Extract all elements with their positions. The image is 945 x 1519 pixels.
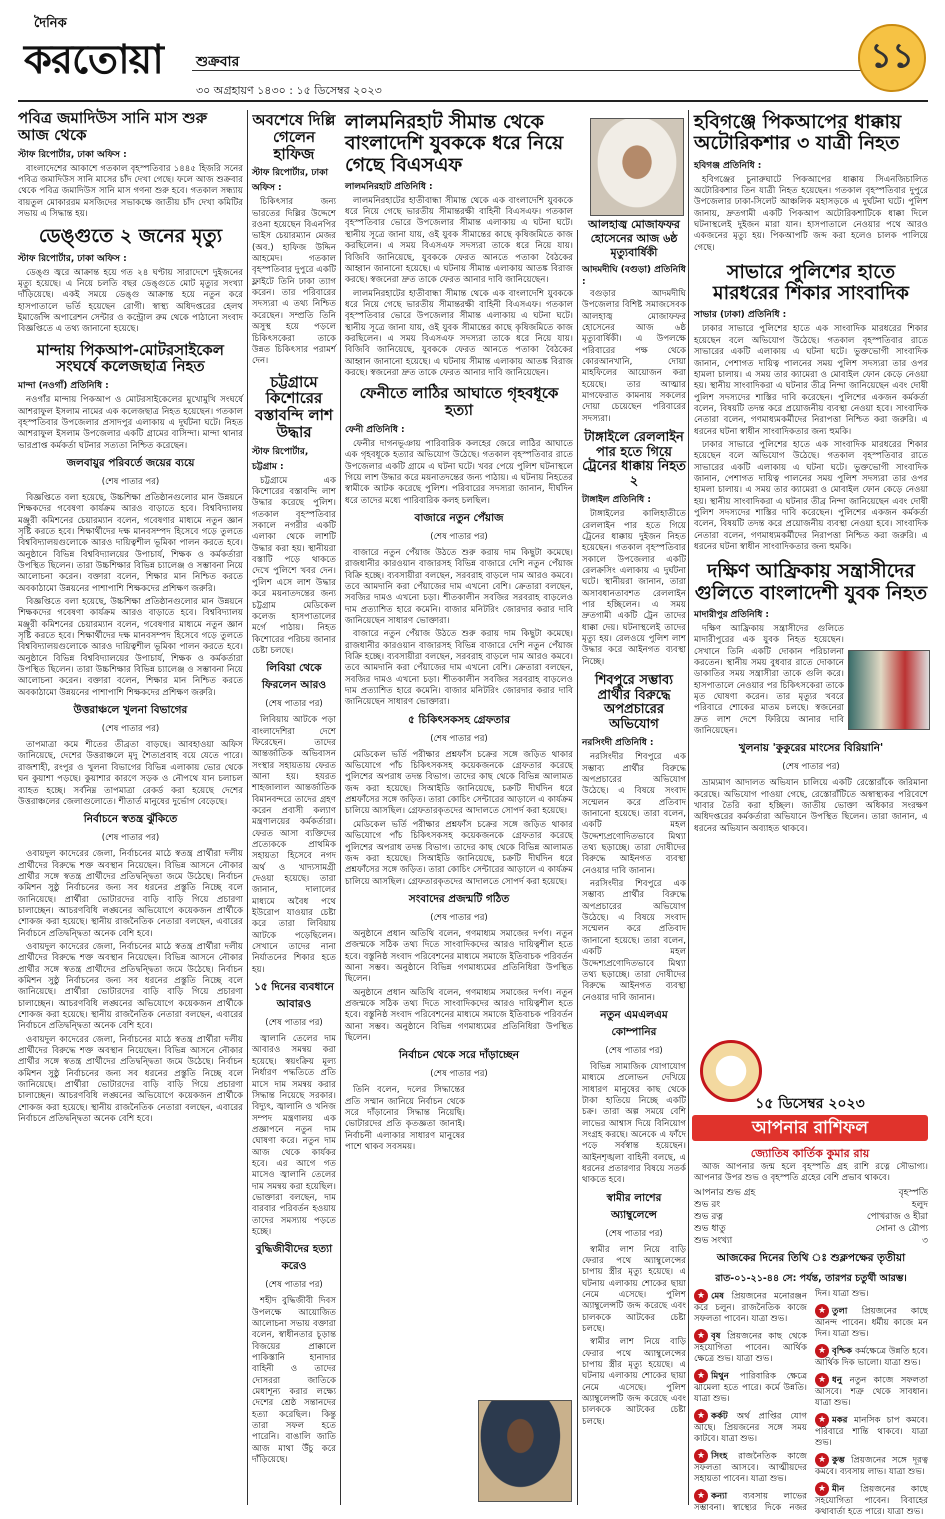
article-body: ডেঙ্গু জ্বরে আক্রান্ত হয়ে গত ২৪ ঘণ্টায় সারাদেশে দুইজনের মৃত্যু হয়েছে। এ নিয়ে চলতি বছর ডেঙ্গুতে মোট মৃত্যুর সংখ্যা দাঁড়িয়েছে। একই সময়ে ডেঙ্গু আক্রান্ত হয়ে নতুন করে হাসপাতালে ভর্তি হয়েছেন রোগী। স্বাস্থ্য অধিদপ্তরের হেলথ ইমার্জেন্সি অপারেশন সেন্টার ও কন্ট্রোল রুম থেকে পাঠানো সংবাদ বিজ্ঞপ্তিতে এ তথ্য জানানো হয়েছে। — [18, 267, 243, 335]
byline: সাভার (ঢাকা) প্রতিনিধি : — [694, 310, 787, 321]
zodiac-sign-item — [815, 1373, 928, 1409]
article-body: বাজারে নতুন পেঁয়াজ উঠতে শুরু করায় দাম কিছুটা কমেছে। রাজধানীর কারওয়ান বাজারসহ বিভিন্ন বাজারে দেশি নতুন পেঁয়াজ বিক্রি হচ্ছে। ব্যবসায়ীরা বলছেন, সরবরাহ বাড়লে দাম আরও কমবে। তবে আমদানি করা পেঁয়াজের দাম এখনো বেশি। ক্রেতারা বলছেন, সবজির দামও এখনো চড়া। শীতকালীন সবজির সরবরাহ বাড়লেও দাম প্রত্যাশিত হারে কমেনি। বাজার মনিটরিং জোরদার করার দাবি জানিয়েছেন সাধারণ ভোক্তারা। বাজারে নতুন পেঁয়াজ উঠতে শুরু করায় দাম কিছুটা কমেছে। রাজধানীর কারওয়ান বাজারসহ বিভিন্ন বাজারে দেশি নতুন পেঁয়াজ বিক্রি হচ্ছে। ব্যবসায়ীরা বলছেন, সরবরাহ বাড়লে দাম আরও কমবে। তবে আমদানি করা পেঁয়াজের দাম এখনো বেশি। ক্রেতারা বলছেন, সবজির দামও এখনো চড়া। শীতকালীন সবজির সরবরাহ বাড়লেও দাম প্রত্যাশিত হারে কমেনি। বাজার মনিটরিং জোরদার করার দাবি জানিয়েছেন সাধারণ ভোক্তারা। — [345, 547, 573, 708]
byline: নরসিংদী প্রতিনিধি : — [582, 738, 654, 749]
zodiac-sign-item — [694, 1449, 807, 1485]
zodiac-symbol-icon: ★ — [815, 1453, 829, 1467]
rashifal-date: ১৫ ডিসেম্বর ২০২৩ — [755, 1096, 865, 1112]
zodiac-sign-text: প্রিয়জনের কাছ থেকে সহযোগিতা পাবেন। আর্থিক ক্ষেত্রে শুভ। যাত্রা শুভ। — [694, 1331, 807, 1365]
lucky-value: হলুদ — [911, 1199, 928, 1210]
lucky-value: বৃহস্পতি — [898, 1187, 928, 1198]
headline-manda-accident: মান্দায় পিকআপ-মোটরসাইকেল সংঘর্ষে কলেজছাত্র নিহত — [37, 340, 224, 376]
article-body: বিভিন্ন সামাজিক যোগাযোগ মাধ্যমে প্রলোভন দেখিয়ে সাধারণ মানুষের কাছ থেকে টাকা হাতিয়ে নিচ্ছে একটি চক্র। তারা অল্প সময়ে বেশি লাভের আশ্বাস দিয়ে বিনিয়োগ সংগ্রহ করছে। অনেকে এ ফাঁদে পড়ে সর্বস্বান্ত হয়েছেন। আইনশৃঙ্খলা বাহিনী বলছে, এ ধরনের প্রতারণার বিষয়ে সতর্ক থাকতে হবে। — [582, 1061, 686, 1186]
zodiac-sign-text: ব্যবসায় লাভের সম্ভাবনা। স্বাস্থ্যের দিকে নজর দিন। যাত্রা শুভ। — [694, 1289, 869, 1514]
byline: লালমনিরহাট প্রতিনিধি : — [345, 181, 433, 192]
headline-feni-murder: ফেনীতে লাঠির আঘাতে গৃহবধূকে হত্যা — [359, 384, 559, 420]
continued-note: (শেষ পাতার পর) — [430, 733, 488, 744]
zodiac-symbol-icon: ★ — [694, 1449, 708, 1463]
column-rule — [247, 110, 248, 1505]
article-body: নরসিংদীর শিবপুরে এক সম্ভাব্য প্রার্থীর বিরুদ্ধে অপপ্রচারের অভিযোগ উঠেছে। এ বিষয়ে সংবাদ সম্মেলন করে প্রতিবাদ জানানো হয়েছে। তারা বলেন, একটি মহল উদ্দেশ্যপ্রণোদিতভাবে মিথ্যা তথ্য ছড়াচ্ছে। তারা দোষীদের বিরুদ্ধে আইনগত ব্যবস্থা নেওয়ার দাবি জানান। নরসিংদীর শিবপুরে এক সম্ভাব্য প্রার্থীর বিরুদ্ধে অপপ্রচারের অভিযোগ উঠেছে। এ বিষয়ে সংবাদ সম্মেলন করে প্রতিবাদ জানানো হয়েছে। তারা বলেন, একটি মহল উদ্দেশ্যপ্রণোদিতভাবে মিথ্যা তথ্য ছড়াচ্ছে। তারা দোষীদের বিরুদ্ধে আইনগত ব্যবস্থা নেওয়ার দাবি জানান। — [582, 752, 686, 1003]
zodiac-sign-text: নতুন কাজে সফলতা আসবে। শত্রু থেকে সাবধান। যাত্রা শুভ। — [815, 1375, 928, 1409]
lucky-row — [694, 1199, 928, 1211]
continued-heading: নতুন এমএলএম কোম্পানির — [600, 1008, 668, 1038]
page-number-badge: ১১ — [858, 24, 926, 92]
zodiac-symbol-icon: ★ — [694, 1289, 708, 1303]
article-body: টাঙ্গাইলের কালিহাতীতে রেললাইন পার হতে গিয়ে ট্রেনের ধাক্কায় দুইজন নিহত হয়েছেন। গতকাল বৃহস্পতিবার সকালে উপজেলার একটি রেলক্রসিং এলাকায় এ দুর্ঘটনা ঘটে। স্থানীয়রা জানান, তারা অসাবধানতাবশত রেললাইন পার হচ্ছিলেন। এ সময় দ্রুতগামী একটি ট্রেন তাদের ধাক্কা দেয়। ঘটনাস্থলেই তাদের মৃত্যু হয়। রেলওয়ে পুলিশ লাশ উদ্ধার করে আইনগত ব্যবস্থা নিচ্ছে। — [582, 509, 686, 667]
rashifal-author: জ্যোতিষ কার্তিক কুমার রায় — [750, 1147, 870, 1160]
zodiac-sign-text: প্রিয়জনের কাছে আনন্দ পাবেন। ধর্মীয় কাজে মন দিন। যাত্রা শুভ। — [815, 1306, 928, 1340]
article-body: বাংলাদেশের আকাশে গতকাল বৃহস্পতিবার ১৪৪৫ হিজরি সনের পবিত্র জমাদিউস সানি মাসের চাঁদ দেখা গেছে। ফলে আজ শুক্রবার থেকে পবিত্র জমাদিউস সানি মাস গণনা শুরু হবে। গতকাল সন্ধ্যায় বায়তুল মোকাররম মসজিদের সভাকক্ষে জাতীয় চাঁদ দেখা কমিটির সভায় এ সিদ্ধান্ত হয়। — [18, 163, 243, 219]
continued-note: (শেষ পাতার পর) — [430, 531, 488, 542]
column-rule — [340, 250, 341, 1505]
article-body: অনুষ্ঠানে প্রধান অতিথি বলেন, গণমাধ্যম সমাজের দর্পণ। নতুন প্রজন্মকে সঠিক তথ্য দিতে সাংবাদিকদের আরও দায়িত্বশীল হতে হবে। বস্তুনিষ্ঠ সংবাদ পরিবেশনের মাধ্যমে সমাজে ইতিবাচক পরিবর্তন আনা সম্ভব। অনুষ্ঠানে বিভিন্ন গণমাধ্যমের প্রতিনিধিরা উপস্থিত ছিলেন। অনুষ্ঠানে প্রধান অতিথি বলেন, গণমাধ্যম সমাজের দর্পণ। নতুন প্রজন্মকে সঠিক তথ্য দিতে সাংবাদিকদের আরও দায়িত্বশীল হতে হবে। বস্তুনিষ্ঠ সংবাদ পরিবেশনের মাধ্যমে সমাজে ইতিবাচক পরিবর্তন আনা সম্ভব। অনুষ্ঠানে বিভিন্ন গণমাধ্যমের প্রতিনিধিরা উপস্থিত ছিলেন। — [345, 928, 573, 1043]
lucky-value: ৩ — [922, 1236, 928, 1247]
zodiac-symbol-icon: ★ — [815, 1482, 829, 1496]
zodiac-sign-name: মীন — [832, 1484, 861, 1495]
zodiac-symbol-icon: ★ — [694, 1369, 708, 1383]
column-rule — [577, 230, 578, 1505]
lucky-key: শুভ রত্ন — [694, 1211, 723, 1222]
continued-heading: বাজারে নতুন পেঁয়াজ — [414, 511, 504, 524]
rashifal-intro: আজ আপনার জন্ম হলে বৃহস্পতি গ্রহ রাশি রত্নে সৌভাগ্য। আপনার উপর শুভ ও বৃহস্পতি গ্রহের বেশি প্রভাব থাকবে। — [694, 1162, 928, 1184]
lucky-table — [694, 1187, 928, 1248]
newspaper-logo: করতোয়া — [24, 36, 163, 83]
article-body: বিজ্ঞপ্তিতে বলা হয়েছে, উচ্চশিক্ষা প্রতিষ্ঠানগুলোর মান উন্নয়নে শিক্ষকদের গবেষণা কার্যক্রম আরও বাড়াতে হবে। বিশ্ববিদ্যালয় মঞ্জুরী কমিশনের চেয়ারম্যান বলেন, গবেষণার মাধ্যমে নতুন জ্ঞান সৃষ্টি করতে হবে। শিক্ষার্থীদের দক্ষ মানবসম্পদ হিসেবে গড়ে তুলতে বিশ্ববিদ্যালয়গুলোকে আরও দায়িত্বশীল ভূমিকা পালন করতে হবে। অনুষ্ঠানে বিভিন্ন বিশ্ববিদ্যালয়ের উপাচার্য, শিক্ষক ও কর্মকর্তারা উপস্থিত ছিলেন। তারা উচ্চশিক্ষার বিভিন্ন চ্যালেঞ্জ ও সম্ভাবনা নিয়ে আলোচনা করেন। বক্তারা বলেন, শিক্ষার মান নিশ্চিত করতে অবকাঠামো উন্নয়নের পাশাপাশি শিক্ষকদের প্রশিক্ষণ জরুরি। বিজ্ঞপ্তিতে বলা হয়েছে, উচ্চশিক্ষা প্রতিষ্ঠানগুলোর মান উন্নয়নে শিক্ষকদের গবেষণা কার্যক্রম আরও বাড়াতে হবে। বিশ্ববিদ্যালয় মঞ্জুরী কমিশনের চেয়ারম্যান বলেন, গবেষণার মাধ্যমে নতুন জ্ঞান সৃষ্টি করতে হবে। শিক্ষার্থীদের দক্ষ মানবসম্পদ হিসেবে গড়ে তুলতে বিশ্ববিদ্যালয়গুলোকে আরও দায়িত্বশীল ভূমিকা পালন করতে হবে। অনুষ্ঠানে বিভিন্ন বিশ্ববিদ্যালয়ের উপাচার্য, শিক্ষক ও কর্মকর্তারা উপস্থিত ছিলেন। তারা উচ্চশিক্ষার বিভিন্ন চ্যালেঞ্জ ও সম্ভাবনা নিয়ে আলোচনা করেন। বক্তারা বলেন, শিক্ষার মান নিশ্চিত করতে অবকাঠামো উন্নয়নের পাশাপাশি শিক্ষকদের প্রশিক্ষণ জরুরি। — [18, 492, 243, 698]
zodiac-symbol-icon: ★ — [815, 1344, 829, 1358]
zodiac-sign-list — [694, 1289, 928, 1518]
column-1 — [18, 110, 243, 1510]
victim-photo — [848, 650, 930, 730]
headline-chattogram-body: চট্টগ্রামে কিশোরের বস্তাবন্দি লাশ উদ্ধার — [255, 372, 333, 441]
byline: ফেনী প্রতিনিধি : — [345, 424, 405, 435]
continued-note: (শেষ পাতার পর) — [605, 1228, 663, 1239]
lucky-row — [694, 1211, 928, 1223]
byline: হবিগঞ্জ প্রতিনিধি : — [694, 160, 762, 171]
zodiac-sign-text: প্রিয়জনের কাছে সহযোগিতা পাবেন। বিবাহের কথাবার্তা হতে পারে। যাত্রা শুভ। — [815, 1484, 928, 1518]
continued-note: (শেষ পাতার পর) — [265, 1280, 323, 1291]
zodiac-symbol-icon: ★ — [694, 1329, 708, 1343]
zodiac-sign-name: কুম্ভ — [832, 1455, 851, 1466]
continued-note: (শেষ পাতার পর) — [101, 833, 160, 844]
column-2 — [252, 112, 336, 1507]
byline: স্টাফ রিপোর্টার, ঢাকা অফিস : — [18, 253, 127, 264]
continued-note: (শেষ পাতার পর) — [430, 912, 488, 923]
zodiac-sign-text: অর্থ প্রাপ্তির যোগ আছে। প্রিয়জনের সঙ্গে সময় কাটবে। যাত্রা শুভ। — [694, 1411, 807, 1445]
zodiac-symbol-icon: ★ — [694, 1409, 708, 1423]
lucky-key: শুভ রং — [694, 1199, 721, 1210]
article-body: ভ্রাম্যমাণ আদালত অভিযান চালিয়ে একটি রেস্তোরাঁকে জরিমানা করেছে। অভিযোগ পাওয়া গেছে, রেস্তোরাঁটিতে অস্বাস্থ্যকর পরিবেশে খাবার তৈরি করা হচ্ছিল। জাতীয় ভোক্তা অধিকার সংরক্ষণ অধিদপ্তরের কর্মকর্তারা অভিযানে উপস্থিত ছিলেন। তারা জানান, এ ধরনের অভিযান অব্যাহত থাকবে। — [694, 778, 928, 834]
zodiac-sign-item — [694, 1409, 807, 1445]
zodiac-sign-name: কর্কট — [711, 1411, 737, 1422]
zodiac-sign-name: মেষ — [711, 1291, 732, 1302]
zodiac-symbol-icon: ★ — [815, 1304, 829, 1318]
zodiac-sign-name: তুলা — [832, 1306, 862, 1317]
zodiac-sign-name: বৃশ্চিক — [832, 1346, 856, 1357]
article-body: লালমনিরহাটের হাতীবান্ধা সীমান্ত থেকে এক বাংলাদেশি যুবককে ধরে নিয়ে গেছে ভারতীয় সীমান্তরক্ষী বাহিনী বিএসএফ। গতকাল বৃহস্পতিবার ভোরে উপজেলার সীমান্ত এলাকায় এ ঘটনা ঘটে। স্থানীয় সূত্রে জানা যায়, ওই যুবক সীমান্তের কাছে কৃষিজমিতে কাজ করছিলেন। এ সময় বিএসএফ সদস্যরা তাকে ধরে নিয়ে যায়। বিজিবি জানিয়েছে, যুবককে ফেরত আনতে পতাকা বৈঠকের আহ্বান জানানো হয়েছে। এ ঘটনায় সীমান্ত এলাকায় আতঙ্ক বিরাজ করছে। স্বজনেরা দ্রুত তাকে ফেরত আনার দাবি জানিয়েছেন। লালমনিরহাটের হাতীবান্ধা সীমান্ত থেকে এক বাংলাদেশি যুবককে ধরে নিয়ে গেছে ভারতীয় সীমান্তরক্ষী বাহিনী বিএসএফ। গতকাল বৃহস্পতিবার ভোরে উপজেলার সীমান্ত এলাকায় এ ঘটনা ঘটে। স্থানীয় সূত্রে জানা যায়, ওই যুবক সীমান্তের কাছে কৃষিজমিতে কাজ করছিলেন। এ সময় বিএসএফ সদস্যরা তাকে ধরে নিয়ে যায়। বিজিবি জানিয়েছে, যুবককে ফেরত আনতে পতাকা বৈঠকের আহ্বান জানানো হয়েছে। এ ঘটনায় সীমান্ত এলাকায় আতঙ্ক বিরাজ করছে। স্বজনেরা দ্রুত তাকে ফেরত আনার দাবি জানিয়েছেন। — [345, 195, 573, 378]
zodiac-sign-item — [694, 1369, 807, 1405]
zodiac-sign-text: কর্মক্ষেত্রে উন্নতি হবে। আর্থিক দিক ভালো। যাত্রা শুভ। — [815, 1346, 928, 1369]
headline-hafiz-delhi: অবশেষে দিল্লি গেলেন হাফিজ — [252, 111, 336, 163]
tithi-time: রাত-০১-২১-৪৪ সে: পর্যন্ত, তারপর চতুর্থী আরম্ভ। — [715, 1273, 907, 1285]
continued-heading: বুদ্ধিজীবীদের হত্যা করেও — [255, 1243, 333, 1273]
continued-heading: ৫ চিকিৎসকসহ গ্রেফতার — [408, 713, 510, 726]
zodiac-sign-text: রাজনৈতিক কাজে সফলতা আসবে। আত্মীয়দের সহায়তা পাবেন। যাত্রা শুভ। — [694, 1451, 807, 1485]
article-body: দক্ষিণ আফ্রিকায় সন্ত্রাসীদের গুলিতে মাদারীপুরের এক যুবক নিহত হয়েছেন। সেখানে তিনি একটি দোকান পরিচালনা করতেন। স্থানীয় সময় বুধবার রাতে দোকানে ডাকাতির সময় সন্ত্রাসীরা তাকে গুলি করে। হাসপাতালে নেওয়ার পর চিকিৎসকেরা তাকে মৃত ঘোষণা করেন। তার মৃত্যুর খবরে পরিবারে শোকের মাতম চলছে। স্বজনেরা দ্রুত লাশ দেশে ফিরিয়ে আনার দাবি জানিয়েছেন। — [694, 623, 844, 736]
headline-bsf-lalmonirhat: লালমনিরহাট সীমান্ত থেকে বাংলাদেশি যুবককে ধরে নিয়ে গেছে বিএসএফ — [345, 111, 564, 176]
continued-heading: খুলনায় 'কুকুরের মাংসের বিরিয়ানি' — [738, 742, 884, 755]
byline: মাদারীপুর প্রতিনিধি : — [694, 609, 770, 620]
continued-note: (শেষ পাতার পর) — [265, 699, 323, 710]
article-body: জ্বালানি তেলের দাম আবারও সমন্বয় করা হয়েছে। স্বয়ংক্রিয় মূল্য নির্ধারণ পদ্ধতিতে প্রতি মাসে দাম সমন্বয় করার সিদ্ধান্ত নিয়েছে সরকার। বিদ্যুৎ, জ্বালানি ও খনিজ সম্পদ মন্ত্রণালয় এক প্রজ্ঞাপনে নতুন দাম ঘোষণা করে। নতুন দাম আজ থেকে কার্যকর হবে। এর আগে গত মাসেও জ্বালানি তেলের দাম সমন্বয় করা হয়েছিল। ভোক্তারা বলছেন, দাম বারবার পরিবর্তন হওয়ায় তাদের সমস্যায় পড়তে হচ্ছে। — [252, 1034, 336, 1237]
zodiac-sign-item — [815, 1304, 928, 1340]
continued-heading: নির্বাচন থেকে সরে দাঁড়াচ্ছেন — [398, 1049, 520, 1062]
zodiac-sign-name: ধনু — [832, 1375, 850, 1386]
lucky-key: শুভ সংখ্যা — [694, 1236, 733, 1247]
continued-heading: স্বামীর লাশের অ্যাম্বুলেন্সে — [606, 1191, 662, 1221]
masthead-rule — [192, 70, 862, 71]
continued-note: (শেষ পাতার পর) — [101, 476, 160, 487]
byline: টাঙ্গাইল প্রতিনিধি : — [582, 495, 651, 506]
article-body: লিবিয়ায় আটকে পড়া বাংলাদেশিরা দেশে ফিরেছেন। তাদের আন্তর্জাতিক অভিবাসন সংস্থার সহায়তায় ফেরত আনা হয়। হযরত শাহজালাল আন্তর্জাতিক বিমানবন্দরে তাদের গ্রহণ করেন প্রবাসী কল্যাণ মন্ত্রণালয়ের কর্মকর্তারা। ফেরত আসা ব্যক্তিদের প্রত্যেককে প্রাথমিক সহায়তা হিসেবে নগদ অর্থ ও খাদ্যসামগ্রী দেওয়া হয়েছে। তারা জানান, দালালের মাধ্যমে অবৈধ পথে ইউরোপ যাওয়ার চেষ্টা করে তারা লিবিয়ায় আটকে পড়েছিলেন। সেখানে তাদের নানা নির্যাতনের শিকার হতে হয়। — [252, 715, 336, 975]
lucky-value: পোখরাজ ও হীরা — [866, 1211, 928, 1222]
zodiac-sign-text: প্রিয়জনের মনোরঞ্জন করে চলুন। রাজনৈতিক কাজে সফলতা পাবেন। যাত্রা শুভ। — [694, 1291, 807, 1325]
byline: স্টাফ রিপোর্টার, ঢাকা অফিস : — [252, 168, 328, 194]
zodiac-sign-name: মকর — [832, 1415, 854, 1426]
article-body: ওবায়দুল কাদেরের জেলা, নির্বাচনের মাঠে স্বতন্ত্র প্রার্থীরা দলীয় প্রার্থীদের বিরুদ্ধে শক্ত অবস্থান নিয়েছেন। বিভিন্ন আসনে নৌকার প্রার্থীর সঙ্গে স্বতন্ত্র প্রার্থীদের প্রতিদ্বন্দ্বিতা জমে উঠেছে। নির্বাচন কমিশন সুষ্ঠু নির্বাচনের জন্য সব ধরনের প্রস্তুতি নিচ্ছে বলে জানিয়েছে। প্রার্থীরা ভোটারদের বাড়ি বাড়ি গিয়ে প্রচারণা চালাচ্ছেন। আচরণবিধি লঙ্ঘনের অভিযোগে কয়েকজন প্রার্থীকে শোকজ করা হয়েছে। স্থানীয় রাজনৈতিক নেতারা বলছেন, এবারের নির্বাচনে প্রতিদ্বন্দ্বিতা অনেক বেশি হবে। ওবায়দুল কাদেরের জেলা, নির্বাচনের মাঠে স্বতন্ত্র প্রার্থীরা দলীয় প্রার্থীদের বিরুদ্ধে শক্ত অবস্থান নিয়েছেন। বিভিন্ন আসনে নৌকার প্রার্থীর সঙ্গে স্বতন্ত্র প্রার্থীদের প্রতিদ্বন্দ্বিতা জমে উঠেছে। নির্বাচন কমিশন সুষ্ঠু নির্বাচনের জন্য সব ধরনের প্রস্তুতি নিচ্ছে বলে জানিয়েছে। প্রার্থীরা ভোটারদের বাড়ি বাড়ি গিয়ে প্রচারণা চালাচ্ছেন। আচরণবিধি লঙ্ঘনের অভিযোগে কয়েকজন প্রার্থীকে শোকজ করা হয়েছে। স্থানীয় রাজনৈতিক নেতারা বলছেন, এবারের নির্বাচনে প্রতিদ্বন্দ্বিতা অনেক বেশি হবে। ওবায়দুল কাদেরের জেলা, নির্বাচনের মাঠে স্বতন্ত্র প্রার্থীরা দলীয় প্রার্থীদের বিরুদ্ধে শক্ত অবস্থান নিয়েছেন। বিভিন্ন আসনে নৌকার প্রার্থীর সঙ্গে স্বতন্ত্র প্রার্থীদের প্রতিদ্বন্দ্বিতা জমে উঠেছে। নির্বাচন কমিশন সুষ্ঠু নির্বাচনের জন্য সব ধরনের প্রস্তুতি নিচ্ছে বলে জানিয়েছে। প্রার্থীরা ভোটারদের বাড়ি বাড়ি গিয়ে প্রচারণা চালাচ্ছেন। আচরণবিধি লঙ্ঘনের অভিযোগে কয়েকজন প্রার্থীকে শোকজ করা হয়েছে। স্থানীয় রাজনৈতিক নেতারা বলছেন, এবারের নির্বাচনে প্রতিদ্বন্দ্বিতা অনেক বেশি হবে। — [18, 849, 243, 1125]
zodiac-symbol-icon: ★ — [694, 1489, 708, 1503]
zodiac-sign-item — [815, 1413, 928, 1449]
byline: মান্দা (নওগাঁ) প্রতিনিধি : — [18, 381, 109, 392]
lucky-key: আপনার শুভ গ্রহ — [694, 1187, 756, 1198]
lucky-row — [694, 1223, 928, 1235]
zodiac-symbol-icon: ★ — [815, 1413, 829, 1427]
masthead-date: ৩০ অগ্রহায়ণ ১৪৩০ : ১৫ ডিসেম্বর ২০২৩ — [196, 84, 382, 97]
headline-tangail-train: টাঙ্গাইলে রেললাইন পার হতে গিয়ে ট্রেনের ধাক্কায় নিহত ২ — [582, 430, 686, 489]
zodiac-sign-name: সিংহ — [711, 1451, 739, 1462]
lucky-key: শুভ ধাতু — [694, 1224, 726, 1235]
continued-heading: উত্তরাঞ্চলে খুলনা বিভাগের — [73, 704, 188, 717]
article-body: চিকিৎসার জন্য ভারতের দিল্লির উদ্দেশে রওনা হয়েছেন বিএনপির ভাইস চেয়ারম্যান মেজর (অব.) হাফিজ উদ্দিন আহমেদ। গতকাল বৃহস্পতিবার দুপুরে একটি ফ্লাইটে তিনি ঢাকা ত্যাগ করেন। তার পরিবারের সদস্যরা এ তথ্য নিশ্চিত করেছেন। সম্প্রতি তিনি অসুস্থ হয়ে পড়লে চিকিৎসকেরা তাকে উন্নত চিকিৎসার পরামর্শ দেন। — [252, 197, 336, 367]
byline: স্টাফ রিপোর্টার, ঢাকা অফিস : — [18, 149, 127, 160]
continued-heading: জলবায়ুর পরিবর্তে জয়ের ব্যয়ে — [66, 456, 195, 469]
tithi-line: আজকের দিনের তিথি ঃ শুক্লপক্ষের তৃতীয়া — [716, 1252, 906, 1265]
article-body: চট্টগ্রামে এক কিশোরের বস্তাবন্দি লাশ উদ্ধার করেছে পুলিশ। গতকাল বৃহস্পতিবার সকালে নগরীর একটি এলাকা থেকে লাশটি উদ্ধার করা হয়। স্থানীয়রা বস্তাটি পড়ে থাকতে দেখে পুলিশে খবর দেন। পুলিশ এসে লাশ উদ্ধার করে ময়নাতদন্তের জন্য চট্টগ্রাম মেডিকেল কলেজ হাসপাতালের মর্গে পাঠায়। নিহত কিশোরের পরিচয় জানার চেষ্টা চলছে। — [252, 475, 336, 656]
article-body: শহীদ বুদ্ধিজীবী দিবস উপলক্ষে আয়োজিত আলোচনা সভায় বক্তারা বলেন, স্বাধীনতার চূড়ান্ত বিজয়ের প্রাক্কালে পাকিস্তানি হানাদার বাহিনী ও তাদের দোসররা জাতিকে মেধাশূন্য করার লক্ষ্যে দেশের শ্রেষ্ঠ সন্তানদের হত্যা করেছিল। কিন্তু তারা সফল হতে পারেনি। বাঙালি জাতি আজ মাথা উঁচু করে দাঁড়িয়েছে। — [252, 1296, 336, 1466]
candidate-photo — [478, 1400, 572, 1502]
column-3 — [345, 112, 573, 1507]
article-body: নওগাঁর মান্দায় পিকআপ ও মোটরসাইকেলের মুখোমুখি সংঘর্ষে আশরাফুল ইসলাম নামের এক কলেজছাত্র নিহত হয়েছেন। গতকাল বৃহস্পতিবার উপজেলার প্রসাদপুর এলাকায় এ দুর্ঘটনা ঘটে। নিহত আশরাফুল ইসলাম উপজেলার একটি গ্রামের বাসিন্দা। মান্দা থানার ভারপ্রাপ্ত কর্মকর্তা ঘটনার সত্যতা নিশ্চিত করেছেন। — [18, 395, 243, 451]
headline-jamadius-sani: পবিত্র জমাদিউস সানি মাস শুরু আজ থেকে — [18, 109, 208, 144]
continued-note: (শেষ পাতার পর) — [265, 1018, 323, 1029]
byline: আদমদীঘি (বগুড়া) প্রতিনিধি : — [582, 265, 686, 287]
article-body: বগুড়ার আদমদীঘি উপজেলার বিশিষ্ট সমাজসেবক আলহাজ্ব মোজাফফর হোসেনের আজ ৬ষ্ঠ মৃত্যুবার্ষিকী। এ উপলক্ষে পরিবারের পক্ষ থেকে কোরআনখানি, দোয়া মাহফিলের আয়োজন করা হয়েছে। তার আত্মার মাগফেরাত কামনায় সকলের দোয়া চেয়েছেন পরিবারের সদস্যরা। — [582, 289, 686, 424]
zodiac-symbol-icon: ★ — [815, 1373, 829, 1387]
article-body: ঢাকার সাভারে পুলিশের হাতে এক সাংবাদিক মারধরের শিকার হয়েছেন বলে অভিযোগ উঠেছে। গতকাল বৃহস্পতিবার রাতে সাভারের একটি এলাকায় এ ঘটনা ঘটে। ভুক্তভোগী সাংবাদিক জানান, পেশাগত দায়িত্ব পালনের সময় পুলিশ সদস্যরা তার ওপর হামলা চালায়। এ সময় তার ক্যামেরা ও মোবাইল ফোন কেড়ে নেওয়া হয়। স্থানীয় সাংবাদিকরা এ ঘটনার তীব্র নিন্দা জানিয়েছেন এবং দোষী পুলিশ সদস্যদের শাস্তির দাবি করেছেন। পুলিশের একজন কর্মকর্তা বলেন, বিষয়টি তদন্ত করে প্রয়োজনীয় ব্যবস্থা নেওয়া হবে। সাংবাদিক নেতারা বলেন, গণমাধ্যমকর্মীদের নিরাপত্তা নিশ্চিত করা জরুরি। এ ধরনের ঘটনা স্বাধীন সাংবাদিকতার জন্য হুমকি। ঢাকার সাভারে পুলিশের হাতে এক সাংবাদিক মারধরের শিকার হয়েছেন বলে অভিযোগ উঠেছে। গতকাল বৃহস্পতিবার রাতে সাভারের একটি এলাকায় এ ঘটনা ঘটে। ভুক্তভোগী সাংবাদিক জানান, পেশাগত দায়িত্ব পালনের সময় পুলিশ সদস্যরা তার ওপর হামলা চালায়। এ সময় তার ক্যামেরা ও মোবাইল ফোন কেড়ে নেওয়া হয়। স্থানীয় সাংবাদিকরা এ ঘটনার তীব্র নিন্দা জানিয়েছেন এবং দোষী পুলিশ সদস্যদের শাস্তির দাবি করেছেন। পুলিশের একজন কর্মকর্তা বলেন, বিষয়টি তদন্ত করে প্রয়োজনীয় ব্যবস্থা নেওয়া হবে। সাংবাদিক নেতারা বলেন, গণমাধ্যমকর্মীদের নিরাপত্তা নিশ্চিত করা জরুরি। এ ধরনের ঘটনা স্বাধীন সাংবাদিকতার জন্য হুমকি। — [694, 324, 928, 552]
zodiac-sign-name: বৃষ — [711, 1331, 728, 1342]
continued-heading: ১৫ দিনের ব্যবধানে আবারও — [254, 981, 334, 1011]
masthead — [18, 10, 928, 102]
zodiac-sign-name: কন্যা — [711, 1491, 743, 1502]
masthead-day: শুক্রবার — [196, 54, 240, 70]
article-body: ফেনীর দাগনভূঞায় পারিবারিক কলহের জেরে লাঠির আঘাতে এক গৃহবধূকে হত্যার অভিযোগ উঠেছে। গতকাল বৃহস্পতিবার রাতে উপজেলার একটি গ্রামে এ ঘটনা ঘটে। খবর পেয়ে পুলিশ ঘটনাস্থলে গিয়ে লাশ উদ্ধার করে ময়নাতদন্তের জন্য পাঠায়। এ ঘটনায় নিহতের স্বামীকে আটক করেছে পুলিশ। পরিবারের সদস্যরা জানান, দীর্ঘদিন ধরে তাদের মধ্যে পারিবারিক কলহ চলছিল। — [345, 438, 573, 506]
continued-note: (শেষ পাতার পর) — [782, 762, 840, 773]
zodiac-sign-item — [694, 1289, 807, 1325]
article-body: তাপমাত্রা কমে শীতের তীব্রতা বাড়ছে। আবহাওয়া অফিস জানিয়েছে, দেশের উত্তরাঞ্চলে মৃদু শৈত্যপ্রবাহ বয়ে যেতে পারে। রাজশাহী, রংপুর ও খুলনা বিভাগের বিভিন্ন এলাকায় ভোর থেকে ঘন কুয়াশা পড়ছে। কুয়াশার কারণে সড়ক ও নৌপথে যান চলাচল ব্যাহত হচ্ছে। সর্বনিম্ন তাপমাত্রা রেকর্ড করা হয়েছে দেশের উত্তরাঞ্চলের জেলাগুলোতে। শীতার্ত মানুষের দুর্ভোগ বেড়েছে। — [18, 740, 243, 807]
continued-heading: সংবাদের প্রজন্মটি গঠিত — [408, 892, 510, 905]
column-4 — [582, 262, 686, 1507]
headline-shibpur: শিবপুরে সম্ভাব্য প্রার্থীর বিরুদ্ধে অপপ্রচারের অভিযোগ — [594, 673, 673, 732]
headline-habiganj-accident: হবিগঞ্জে পিকআপের ধাক্কায় অটোরিকশার ৩ যাত্রী নিহত — [694, 111, 902, 155]
lucky-value: সোনা ও রৌপ্য — [875, 1224, 928, 1235]
zodiac-sign-text: প্রিয়জনের সঙ্গে দূরত্ব কমবে। ব্যবসায় লাভ। যাত্রা শুভ। — [815, 1455, 928, 1478]
article-body: হবিগঞ্জের চুনারুঘাটে পিকআপের ধাক্কায় সিএনজিচালিত অটোরিকশার তিন যাত্রী নিহত হয়েছেন। গতকাল বৃহস্পতিবার দুপুরে উপজেলার ঢাকা-সিলেট আঞ্চলিক মহাসড়কে এ দুর্ঘটনা ঘটে। পুলিশ জানায়, দ্রুতগামী একটি পিকআপ অটোরিকশাটিকে ধাক্কা দিলে ঘটনাস্থলেই দুইজন মারা যান। হাসপাতালে নেওয়ার পথে আরও একজনের মৃত্যু হয়। পিকআপটি জব্দ করা হলেও চালক পালিয়ে গেছে। — [694, 174, 928, 253]
article-body: স্বামীর লাশ নিয়ে বাড়ি ফেরার পথে অ্যাম্বুলেন্সের চাপায় স্ত্রীর মৃত্যু হয়েছে। এ ঘটনায় এলাকায় শোকের ছায়া নেমে এসেছে। পুলিশ অ্যাম্বুলেন্সটি জব্দ করেছে এবং চালককে আটকের চেষ্টা চলছে। স্বামীর লাশ নিয়ে বাড়ি ফেরার পথে অ্যাম্বুলেন্সের চাপায় স্ত্রীর মৃত্যু হয়েছে। এ ঘটনায় এলাকায় শোকের ছায়া নেমে এসেছে। পুলিশ অ্যাম্বুলেন্সটি জব্দ করেছে এবং চালককে আটকের চেষ্টা চলছে। — [582, 1244, 686, 1427]
rashifal-section — [694, 1162, 928, 1518]
byline: স্টাফ রিপোর্টার, চট্টগ্রাম : — [252, 446, 309, 472]
zodiac-sign-item — [815, 1482, 928, 1518]
zodiac-sign-name: মিথুন — [711, 1371, 740, 1382]
continued-note: (শেষ পাতার পর) — [605, 1045, 663, 1056]
column-rule — [688, 110, 689, 1505]
column-5 — [694, 112, 928, 1032]
zodiac-sign-item — [815, 1344, 928, 1369]
article-body: মেডিকেল ভর্তি পরীক্ষার প্রশ্নফাঁস চক্রের সঙ্গে জড়িত থাকার অভিযোগে পাঁচ চিকিৎসকসহ কয়েকজনকে গ্রেফতার করেছে পুলিশের অপরাধ তদন্ত বিভাগ। তাদের কাছ থেকে বিভিন্ন আলামত জব্দ করা হয়েছে। সিআইডি জানিয়েছে, চক্রটি দীর্ঘদিন ধরে প্রশ্নফাঁসের সঙ্গে জড়িত। তারা কোচিং সেন্টারের আড়ালে এ কার্যক্রম চালিয়ে আসছিল। গ্রেফতারকৃতদের আদালতে সোপর্দ করা হয়েছে। মেডিকেল ভর্তি পরীক্ষার প্রশ্নফাঁস চক্রের সঙ্গে জড়িত থাকার অভিযোগে পাঁচ চিকিৎসকসহ কয়েকজনকে গ্রেফতার করেছে পুলিশের অপরাধ তদন্ত বিভাগ। তাদের কাছ থেকে বিভিন্ন আলামত জব্দ করা হয়েছে। সিআইডি জানিয়েছে, চক্রটি দীর্ঘদিন ধরে প্রশ্নফাঁসের সঙ্গে জড়িত। তারা কোচিং সেন্টারের আড়ালে এ কার্যক্রম চালিয়ে আসছিল। গ্রেফতারকৃতদের আদালতে সোপর্দ করা হয়েছে। — [345, 749, 573, 887]
memorial-photo — [590, 118, 684, 216]
continued-note: (শেষ পাতার পর) — [101, 724, 160, 735]
rashifal-heading: আপনার রাশিফল — [692, 1115, 928, 1141]
headline-south-africa: দক্ষিণ আফ্রিকায় সন্ত্রাসীদের গুলিতে বাংলাদেশী যুবক নিহত — [694, 560, 928, 604]
headline-dengue: ডেঙ্গুতে ২ জনের মৃত্যু — [38, 225, 223, 248]
memorial-caption: আলহাজ্ব মোজাফফর হোসেনের আজ ৬ষ্ঠ মৃত্যুবার্ষিকী — [588, 218, 680, 259]
zodiac-sign-item — [815, 1453, 928, 1478]
headline-savar-journalist: সাভারে পুলিশের হাতে মারধরের শিকার সাংবাদিক — [713, 260, 909, 305]
continued-heading: নির্বাচনে স্বতন্ত্র ঝুঁকিতে — [83, 813, 178, 826]
logo-daily: দৈনিক — [34, 16, 67, 31]
continued-heading: লিবিয়া থেকে ফিরলেন আরও — [261, 662, 327, 692]
zodiac-sign-text: পারিবারিক ক্ষেত্রে ঝামেলা হতে পারে। কর্মে উন্নতি। যাত্রা শুভ। — [694, 1371, 808, 1405]
lucky-row — [694, 1235, 928, 1247]
article-body: তিনি বলেন, দলের সিদ্ধান্তের প্রতি সম্মান জানিয়ে নির্বাচন থেকে সরে দাঁড়ানোর সিদ্ধান্ত নিয়েছি। ভোটারদের প্রতি কৃতজ্ঞতা জানাই। নির্বাচনী এলাকার সাধারণ মানুষের পাশে থাকব সবসময়। — [345, 1085, 465, 1153]
zodiac-sign-item — [694, 1329, 807, 1365]
continued-note: (শেষ পাতার পর) — [430, 1069, 488, 1080]
zodiac-sign-text: মানসিক চাপ কমবে। পরিবারে শান্তি থাকবে। যাত্রা শুভ। — [815, 1415, 928, 1449]
lucky-row — [694, 1187, 928, 1199]
